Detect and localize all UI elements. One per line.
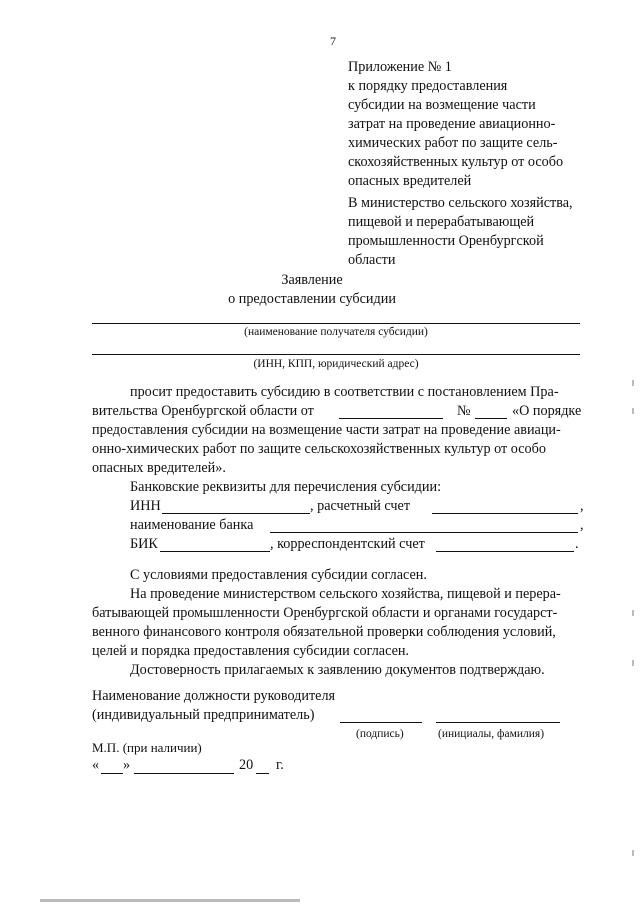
year-suffix: г. (276, 757, 284, 773)
inn-account-row (92, 497, 582, 516)
initials-surname-field[interactable] (436, 708, 560, 723)
entrepreneur-row (92, 706, 582, 725)
agreement-control-line: На проведение министерством сельского хозяйства, пищевой и перера- (130, 586, 561, 602)
bank-details-heading: Банковские реквизиты для перечисления субсидии: (130, 479, 442, 495)
bik-corr-row (92, 535, 582, 554)
request-line: онно-химических работ по защите сельскохозяйственных культур от особо (92, 441, 546, 457)
scan-edge-marks (632, 0, 634, 905)
comma: , (580, 517, 584, 533)
agreements-block (92, 566, 582, 680)
request-text: «О порядке (512, 403, 582, 419)
number-sign: № (457, 403, 471, 419)
inn-label: ИНН (130, 498, 161, 514)
appendix-line: скохозяйственных культур от особо (348, 154, 564, 170)
corr-account-label: , корреспондентский счет (270, 536, 425, 552)
document-subtitle: о предоставлении субсидии (228, 291, 396, 307)
request-line: предоставления субсидии на возмещение части затрат на проведение авиаци- (92, 422, 561, 438)
addressee-line: пищевой и перерабатывающей (348, 214, 535, 230)
recipient-name-field[interactable] (92, 323, 580, 324)
bank-name-field[interactable] (270, 518, 578, 533)
recipient-name-caption: (наименование получателя субсидии) (244, 326, 428, 338)
comma: , (580, 498, 584, 514)
bik-field[interactable] (160, 537, 270, 552)
signature-captions-row (92, 725, 582, 741)
bank-details-block (92, 478, 582, 554)
agreement-control-line: венного финансового контроля обязательной проверки соблюдения условий, (92, 624, 556, 640)
corr-account-field[interactable] (436, 537, 574, 552)
year-field[interactable] (256, 759, 269, 774)
resolution-date-field[interactable] (339, 404, 443, 419)
day-field[interactable] (101, 759, 123, 774)
resolution-number-field[interactable] (475, 404, 507, 419)
initials-surname-caption: (инициалы, фамилия) (438, 728, 545, 740)
appendix-line: к порядку предоставления (348, 78, 508, 94)
request-line-with-blanks (92, 402, 582, 421)
appendix-line: затрат на проведение авиационно- (348, 116, 556, 132)
inn-kpp-address-field[interactable] (92, 354, 580, 355)
page-number: 7 (330, 34, 336, 48)
month-field[interactable] (134, 759, 234, 774)
agreement-terms: С условиями предоставления субсидии согласен. (130, 567, 427, 583)
stamp-label: М.П. (при наличии) (92, 740, 202, 755)
bank-name-label: наименование банка (130, 517, 254, 533)
request-line: опасных вредителей». (92, 460, 226, 476)
date-row (92, 757, 392, 776)
appendix-line: химических работ по защите сель- (348, 135, 558, 151)
year-prefix: 20 (239, 757, 254, 773)
entrepreneur-label: (индивидуальный предприниматель) (92, 707, 315, 723)
bik-label: БИК (130, 536, 158, 552)
request-line: просит предоставить субсидию в соответствии с постановлением Пра- (130, 384, 559, 400)
appendix-line: Приложение № 1 (348, 59, 452, 75)
request-text: вительства Оренбургской области от (92, 403, 314, 419)
agreement-control-line: целей и порядка предоставления субсидии согласен. (92, 643, 410, 659)
signature-block (92, 687, 582, 741)
position-label: Наименование должности руководителя (92, 688, 336, 704)
appendix-line: субсидии на возмещение части (348, 97, 536, 113)
addressee-block (348, 194, 608, 270)
account-field[interactable] (432, 499, 578, 514)
addressee-line: области (348, 252, 396, 268)
signature-caption: (подпись) (356, 728, 404, 740)
agreement-control-line: батывающей промышленности Оренбургской области и органами государст- (92, 605, 558, 621)
period: . (575, 536, 579, 552)
request-paragraph (92, 383, 582, 478)
appendix-line: опасных вредителей (348, 173, 472, 189)
agreement-authenticity: Достоверность прилагаемых к заявлению документов подтверждаю. (130, 662, 545, 678)
inn-kpp-address-caption: (ИНН, КПП, юридический адрес) (253, 358, 419, 370)
bank-name-row (92, 516, 582, 535)
date-quote-open: « (92, 757, 100, 773)
signature-field[interactable] (340, 708, 422, 723)
addressee-line: В министерство сельского хозяйства, (348, 195, 573, 211)
addressee-line: промышленности Оренбургской (348, 233, 544, 249)
date-quote-close: » (123, 757, 131, 773)
appendix-block (348, 58, 608, 191)
inn-field[interactable] (162, 499, 310, 514)
scan-bottom-artifact (40, 899, 300, 902)
document-title: Заявление (281, 272, 343, 288)
account-label: , расчетный счет (310, 498, 411, 514)
